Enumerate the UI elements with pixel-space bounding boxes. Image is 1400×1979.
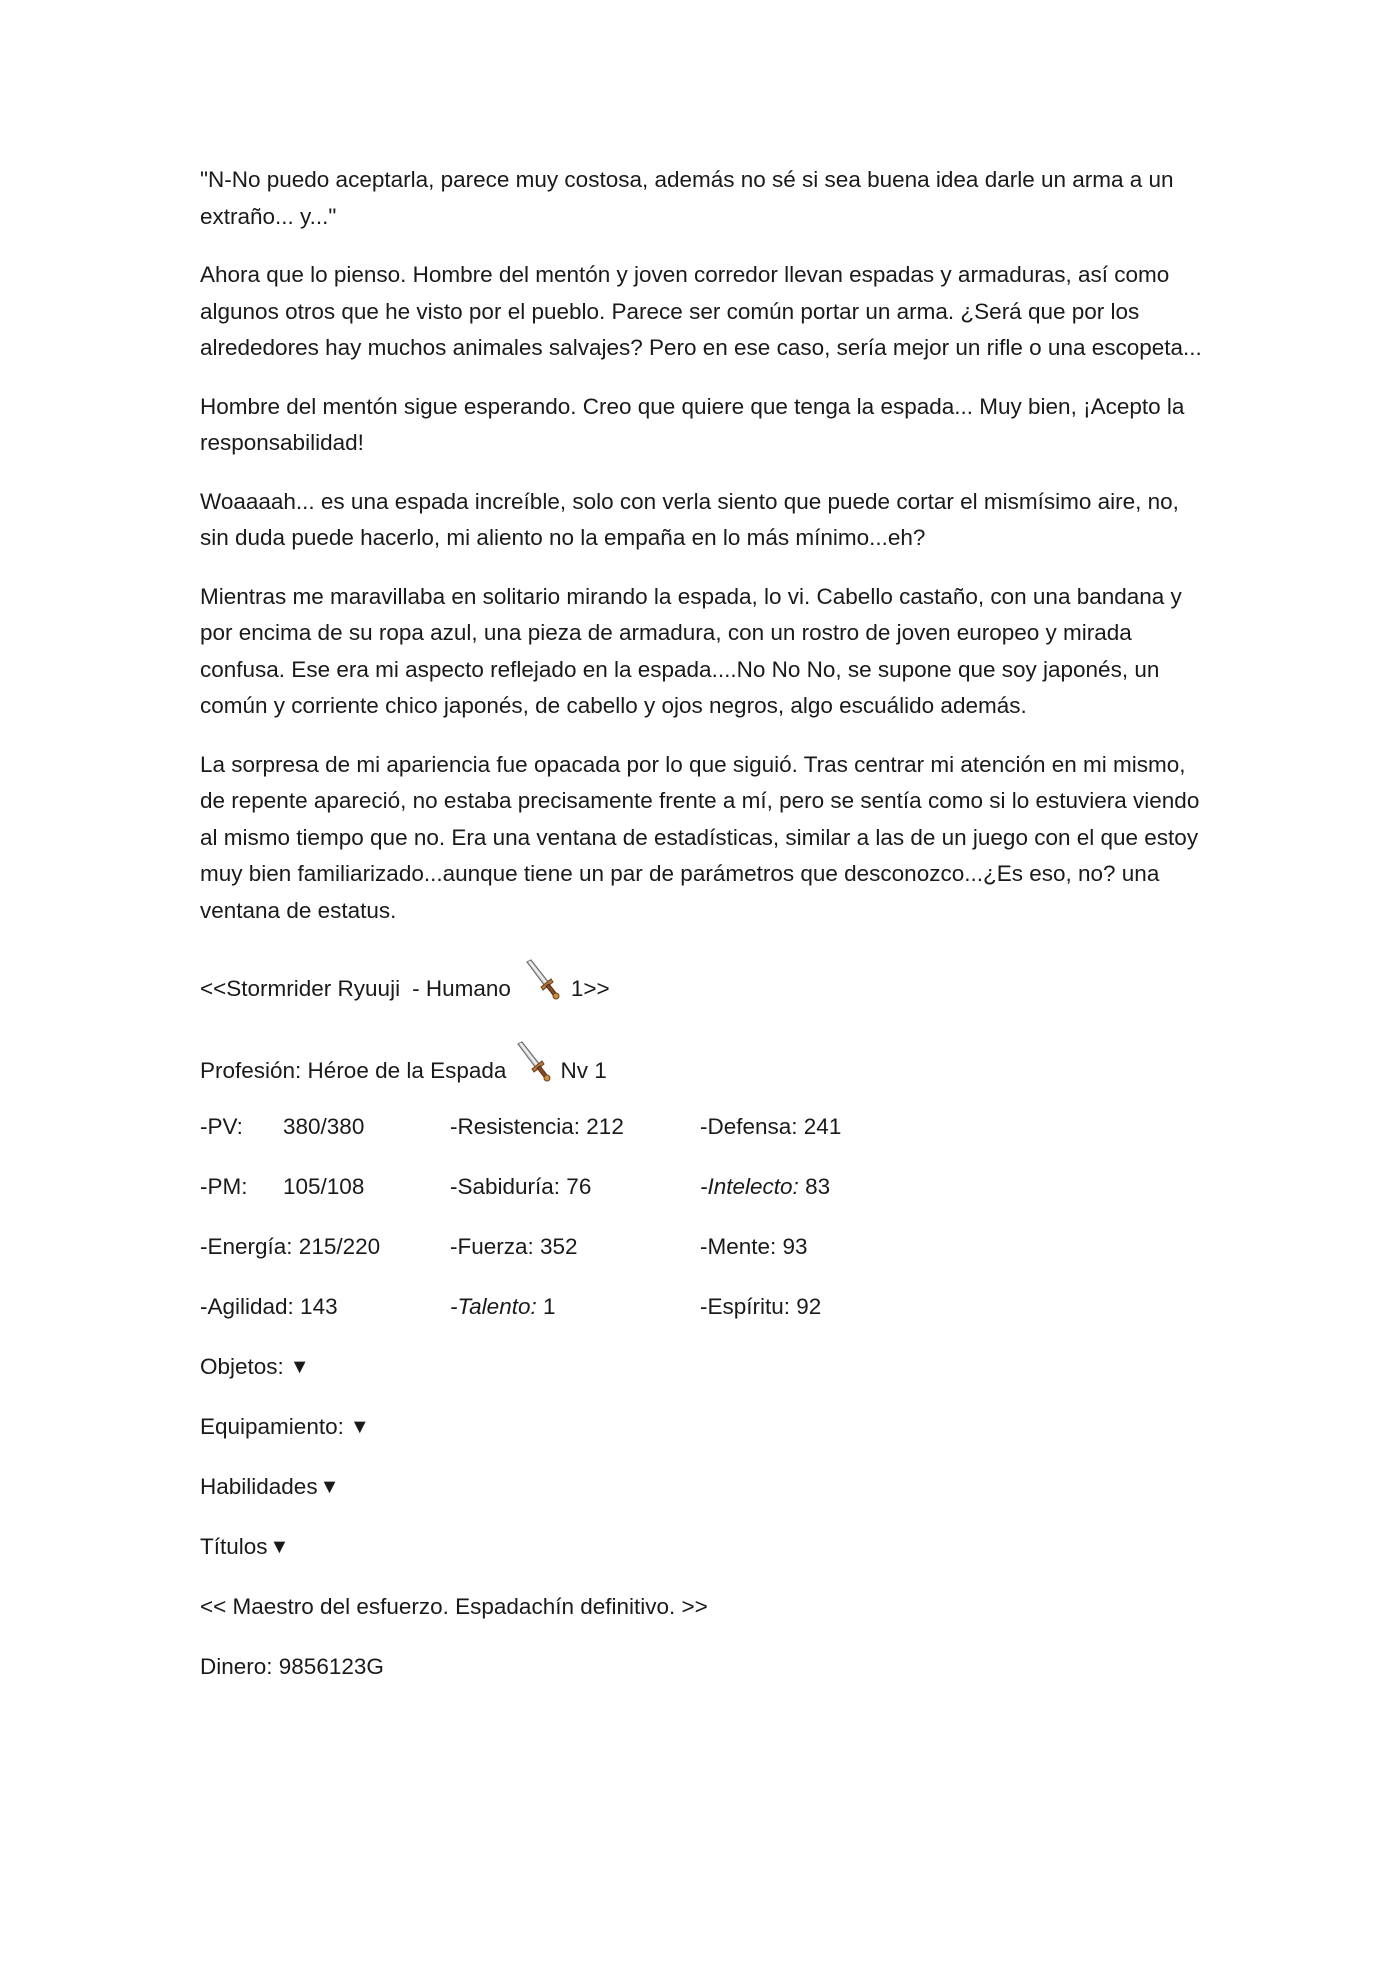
stat-value: 1 [536,1294,556,1319]
character-name: <<Stormrider Ryuuji [200,976,401,1001]
stat-row [200,1169,1210,1229]
character-race: - Humano [412,976,511,1001]
stat-agilidad [200,1289,450,1349]
stat-row [200,1289,1210,1349]
stat-label: -Intelecto: [700,1174,799,1199]
stat-text: -Mente: 93 [700,1234,808,1259]
stat-espiritu [700,1289,950,1349]
equipamiento-line [200,1409,1210,1469]
stat-pv [200,1109,450,1169]
profession-line [200,1047,1210,1089]
stat-intelecto [700,1169,950,1229]
paragraph: La sorpresa de mi apariencia fue opacada por lo que siguió. Tras centrar mi atención en mi mismo, de repente apareció, no estaba precisamente frente a mí, pero se sentía como si lo estuviera viendo al mismo tiempo que no. Era una ventana de estadísticas, similar a las de un juego con el que estoy muy bien familiarizado...aunque tiene un par de parámetros que desconozco...¿Es eso, no? una ventana de estatus. [200,751,1200,923]
profession-label: Profesión: Héroe de la Espada [200,1058,507,1083]
stat-label: -Talento: [450,1294,537,1319]
stat-fuerza [450,1229,700,1289]
stat-label: -PM: [200,1174,248,1199]
objetos-line [200,1349,1210,1409]
stat-value: 83 [798,1174,831,1199]
stat-value: 380/380 [283,1114,365,1139]
triangle-down-icon: ▼ [269,1536,290,1558]
paragraph: Ahora que lo pienso. Hombre del mentón y joven corredor llevan espadas y armaduras, así como algunos otros que he visto por el pueblo. Parece ser común portar un arma. ¿Será que por los alrededores hay muchos animales salvajes? Pero en ese caso, sería mejor un rifle o una escopeta... [200,262,1202,360]
paragraph: Mientras me maravillaba en solitario mirando la espada, lo vi. Cabello castaño, con una bandana y por encima de su ropa azul, una pieza de armadura, con un rostro de joven europeo y mirada confusa. Ese era mi aspecto reflejado en la espada....No No No, se supone que soy japonés, un común y corriente chico japonés, de cabello y ojos negros, algo escuálido además. [200,583,1182,718]
stat-pm [200,1169,450,1229]
paragraph: "N-No puedo aceptarla, parece muy costosa, además no sé si sea buena idea darle un arma a un extraño... y..." [200,167,1174,229]
stat-text: -Fuerza: 352 [450,1234,578,1259]
paragraph: Hombre del mentón sigue esperando. Creo que quiere que tenga la espada... Muy bien, ¡Acepto la responsabilidad! [200,393,1185,455]
stat-resistencia [450,1109,700,1169]
stat-text: -Energía: 215/220 [200,1234,381,1259]
stat-text: -Agilidad: 143 [200,1294,338,1319]
equipamiento-label: Equipamiento: [200,1414,344,1439]
habilidades-label: Habilidades [200,1474,318,1499]
status-name-line [200,965,1210,1007]
titles-list-line [200,1589,1210,1649]
sword-icon [512,1041,552,1083]
titulos-label: Títulos [200,1534,268,1559]
titles-list: << Maestro del esfuerzo. Espadachín definitivo. >> [200,1594,708,1619]
character-level: 1>> [570,976,610,1001]
document-page [200,162,1210,1709]
stats-table [200,1109,1210,1349]
stat-label: -PV: [200,1114,243,1139]
triangle-down-icon: ▼ [349,1416,370,1438]
dinero-label: Dinero: 9856123G [200,1654,384,1679]
triangle-down-icon: ▼ [289,1356,310,1378]
dinero-line [200,1649,1210,1709]
stat-text: -Defensa: 241 [700,1114,842,1139]
stat-talento [450,1289,700,1349]
profession-level: Nv 1 [560,1058,607,1083]
stat-text: -Espíritu: 92 [700,1294,822,1319]
titulos-line [200,1529,1210,1589]
triangle-down-icon: ▼ [319,1476,340,1498]
stat-row [200,1109,1210,1169]
objetos-label: Objetos: [200,1354,284,1379]
stat-sabiduria [450,1169,700,1229]
stat-text: -Resistencia: 212 [450,1114,624,1139]
habilidades-line [200,1469,1210,1529]
stat-defensa [700,1109,950,1169]
paragraph: Woaaaah... es una espada increíble, solo con verla siento que puede cortar el mismísimo aire, no, sin duda puede hacerlo, mi aliento no la empaña en lo más mínimo...eh? [200,488,1179,550]
stat-mente [700,1229,950,1289]
stat-text: -Sabiduría: 76 [450,1174,592,1199]
sword-icon [521,959,561,1001]
stat-value: 105/108 [283,1174,365,1199]
stat-row [200,1229,1210,1289]
stat-energia [200,1229,450,1289]
